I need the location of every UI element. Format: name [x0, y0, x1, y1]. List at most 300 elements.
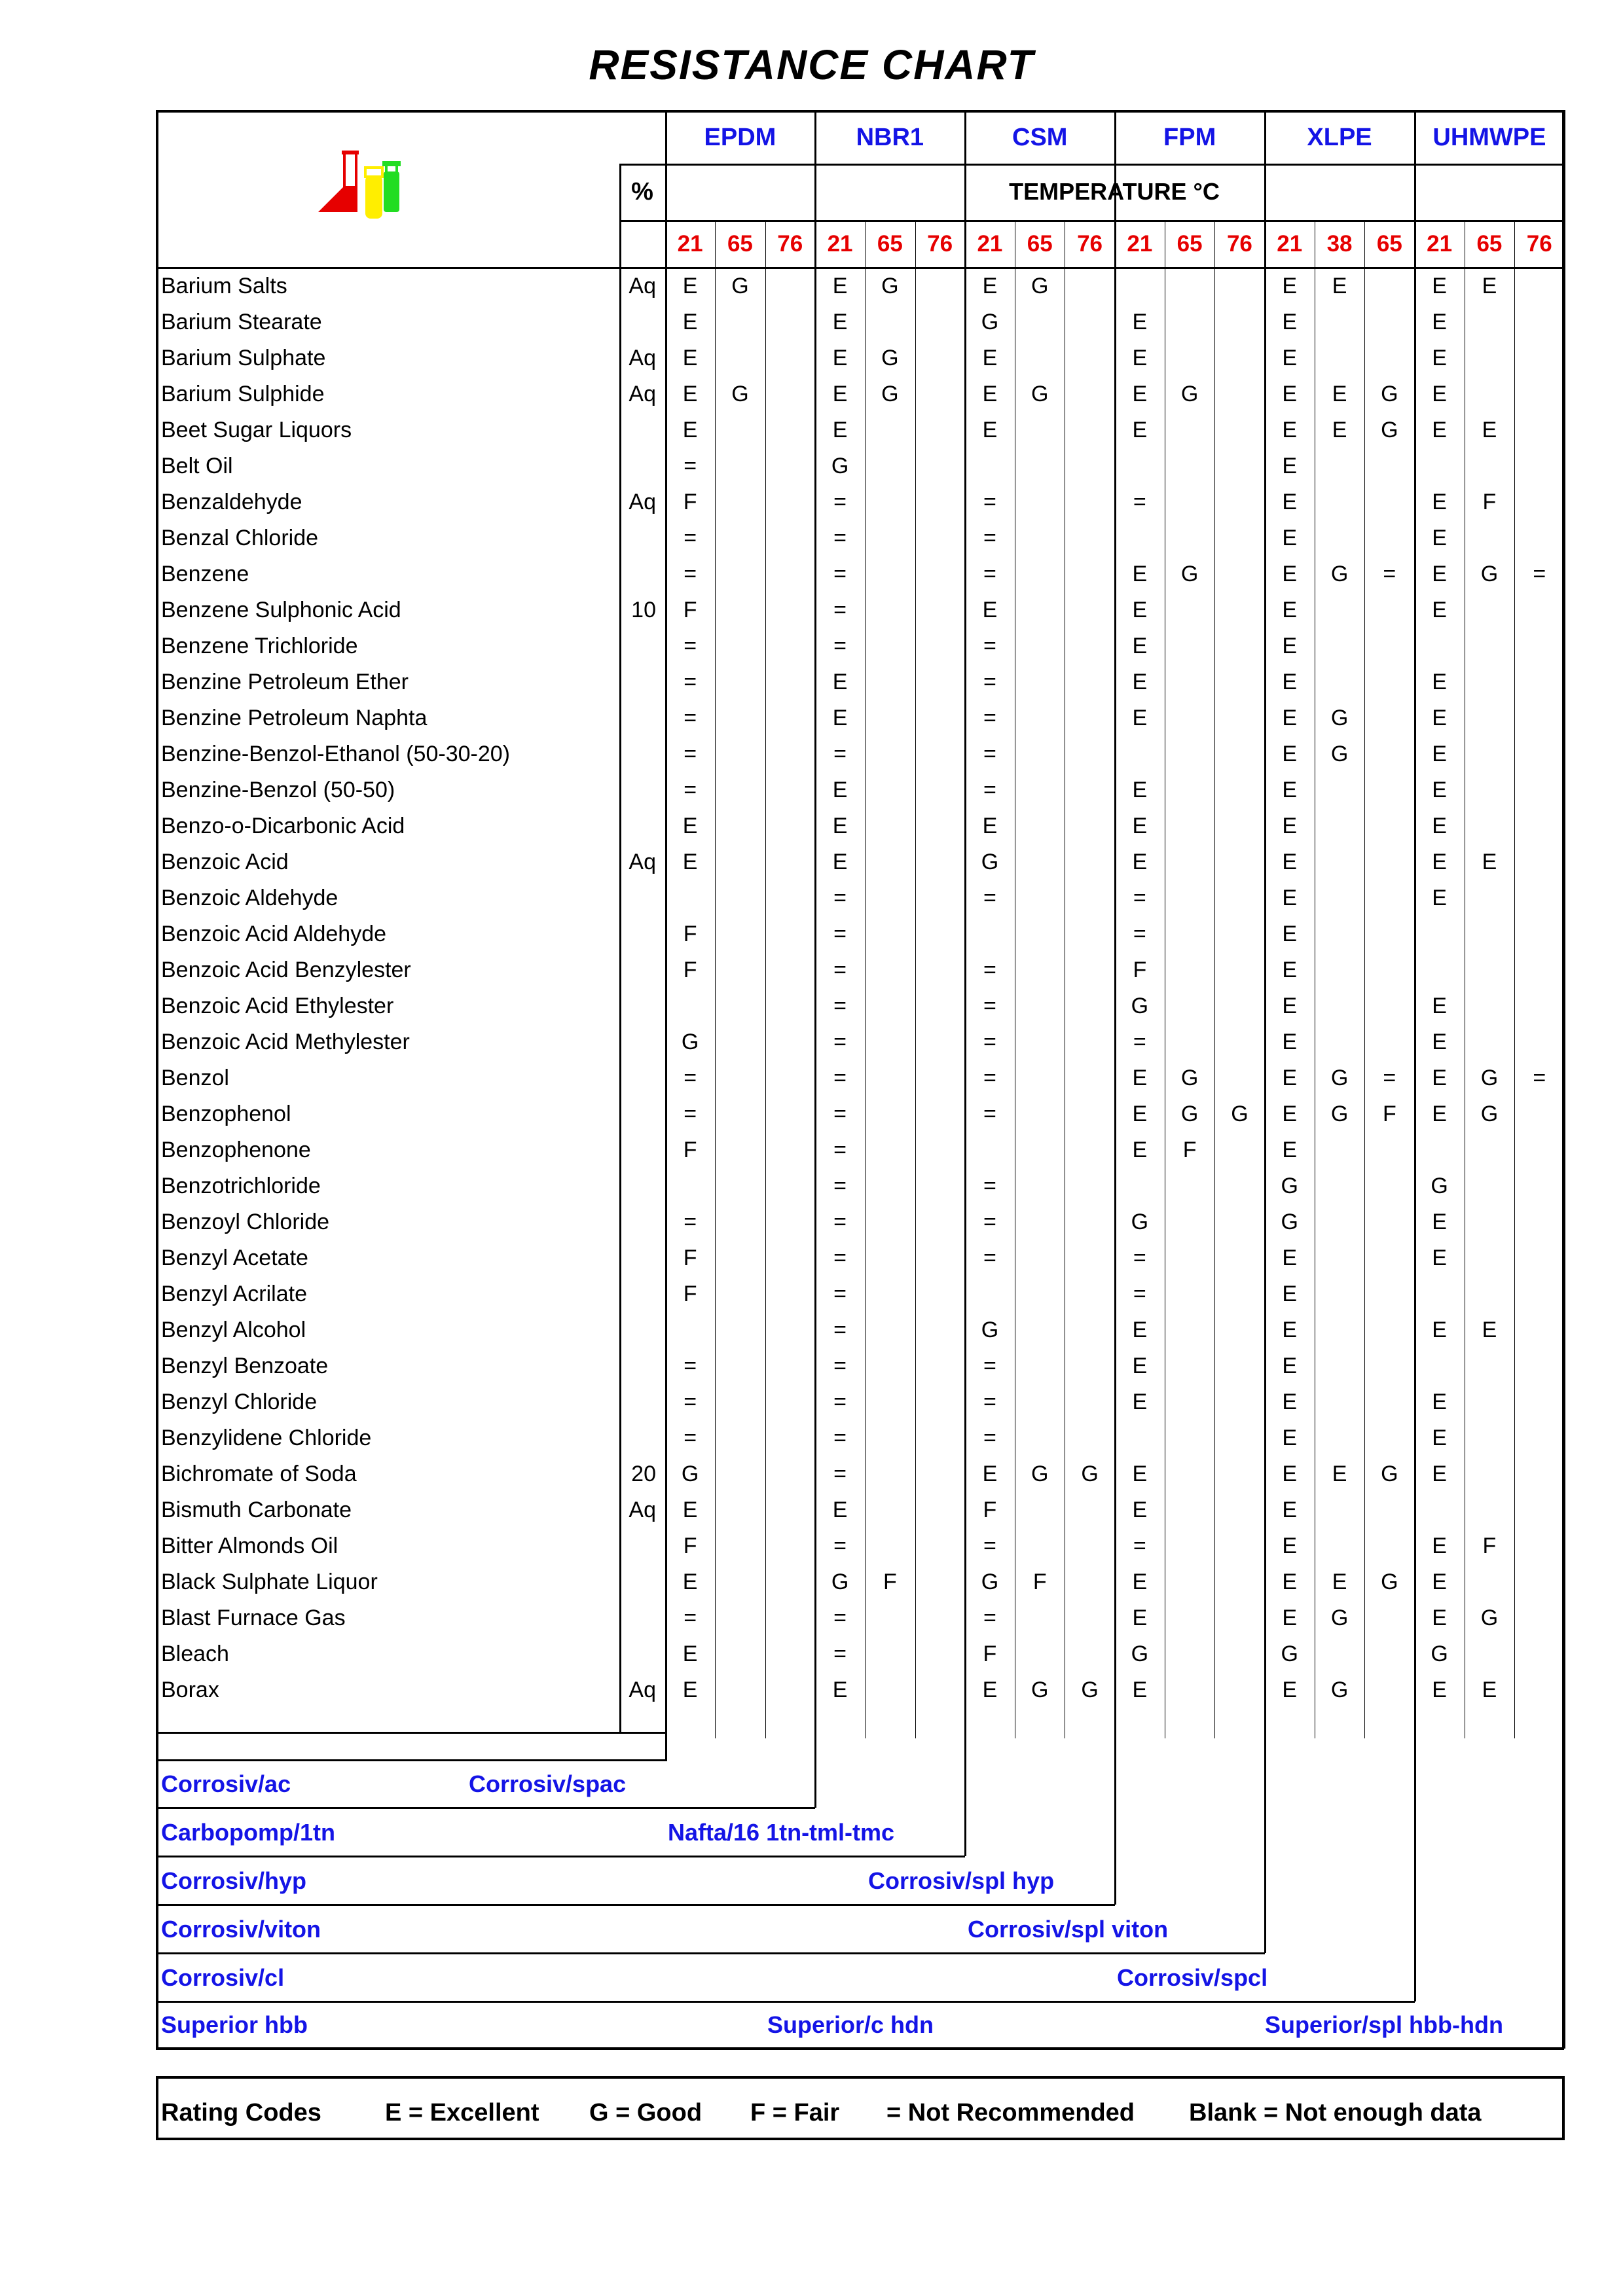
rating-cell: =: [983, 1102, 996, 1126]
rating-cell: E: [1432, 490, 1447, 514]
rating-cell: [765, 556, 815, 592]
rating-cell: [1315, 1276, 1364, 1312]
rating-cell: F: [1032, 1570, 1047, 1594]
rating-cell: [1065, 1636, 1114, 1672]
rating-cell: [965, 1276, 1015, 1312]
rating-cell: =: [983, 1426, 996, 1450]
rating-cell: [1315, 628, 1364, 664]
rating-cell: G: [1031, 1462, 1049, 1486]
rating-cell: [1165, 1024, 1214, 1060]
rating-cell: [1514, 988, 1564, 1024]
chemical-name: Bichromate of Soda: [161, 1462, 357, 1486]
rating-cell: [715, 628, 765, 664]
rating-cell: =: [833, 1282, 847, 1306]
rating-cell: [1065, 988, 1114, 1024]
rating-cell: [765, 1348, 815, 1384]
rating-cell: E: [982, 382, 998, 406]
rating-cell: E: [832, 274, 848, 298]
rating-cell: E: [1282, 1534, 1298, 1558]
rating-cell: [1015, 1024, 1065, 1060]
rating-cell: [1364, 1312, 1414, 1348]
rating-cell: =: [833, 1102, 847, 1126]
rating-cell: E: [1282, 346, 1298, 370]
rating-cell: [1065, 1276, 1114, 1312]
rating-cell: E: [832, 814, 848, 838]
rating-cell: [1165, 340, 1214, 376]
rating-cell: [1065, 1384, 1114, 1420]
rating-cell: =: [833, 1210, 847, 1234]
concentration: [617, 1060, 656, 1096]
rating-cell: E: [1282, 1138, 1298, 1162]
rating-cell: [915, 880, 965, 916]
rating-cell: [1214, 1600, 1264, 1636]
rating-cell: [1065, 808, 1114, 844]
chemical-name: Benzoic Acid Methylester: [161, 1030, 410, 1054]
rating-cell: [915, 268, 965, 304]
concentration: [617, 1420, 656, 1456]
rating-cell: [1065, 880, 1114, 916]
rating-cell: E: [1282, 526, 1298, 550]
rating-cell: [1214, 484, 1264, 520]
rating-cell: [715, 1024, 765, 1060]
rating-cell: [865, 592, 915, 628]
rating-cell: [1065, 412, 1114, 448]
rating-cell: [715, 952, 765, 988]
rating-cell: [1465, 1384, 1514, 1420]
rating-cell: [765, 772, 815, 808]
rating-cell: =: [684, 670, 697, 694]
rating-cell: [1415, 1348, 1465, 1384]
material-header-csm: CSM: [1012, 124, 1068, 151]
footer-step-line: [156, 1904, 1115, 1906]
rating-cell: [1115, 448, 1165, 484]
rating-cell: =: [983, 562, 996, 586]
rating-cell: [1364, 304, 1414, 340]
lab-flasks-icon: [318, 148, 410, 220]
rating-cell: [1514, 1240, 1564, 1276]
temperature-header: 65: [1476, 231, 1503, 257]
rating-cell: F: [983, 1641, 997, 1666]
rating-cell: [1415, 952, 1465, 988]
rating-cell: [715, 340, 765, 376]
rating-cell: [865, 520, 915, 556]
concentration: [617, 1312, 656, 1348]
rating-cell: [915, 1204, 965, 1240]
rating-cell: [865, 1096, 915, 1132]
rating-cell: [1165, 1672, 1214, 1708]
rating-cell: =: [684, 634, 697, 658]
rating-cell: =: [684, 1066, 697, 1090]
rating-cell: [865, 1276, 915, 1312]
footer-label-right: Corrosiv/spl viton: [968, 1916, 1169, 1943]
rating-cell: E: [1282, 706, 1298, 730]
rating-cell: [1065, 1240, 1114, 1276]
rating-cell: [1015, 1168, 1065, 1204]
rating-cell: [715, 1240, 765, 1276]
rating-cell: [1015, 664, 1065, 700]
concentration: 20: [631, 1462, 656, 1486]
rating-cell: [1015, 412, 1065, 448]
rating-cell: E: [1432, 1246, 1447, 1270]
rating-cell: E: [1282, 598, 1298, 622]
rating-cell: =: [684, 742, 697, 766]
temperature-header: 21: [827, 231, 853, 257]
rating-cell: [1514, 1636, 1564, 1672]
rating-cell: [1214, 412, 1264, 448]
rating-cell: [1514, 1672, 1564, 1708]
rating-cell: E: [682, 1570, 698, 1594]
rating-cell: [865, 1420, 915, 1456]
rating-cell: [1315, 1240, 1364, 1276]
rating-cell: [1115, 268, 1165, 304]
rating-cell: [715, 1636, 765, 1672]
chemical-name: Benzophenone: [161, 1138, 311, 1162]
temperature-header: 38: [1326, 231, 1353, 257]
rating-cell: [1465, 520, 1514, 556]
rating-cell: E: [1132, 1354, 1148, 1378]
rating-cell: =: [1383, 1066, 1396, 1090]
rating-cell: [1065, 1132, 1114, 1168]
footer-label-right: Superior/spl hbb-hdn: [1265, 2011, 1503, 2038]
rating-cell: G: [881, 346, 899, 370]
rating-cell: [1065, 304, 1114, 340]
rating-cell: F: [683, 958, 697, 982]
rating-cell: [1165, 1600, 1214, 1636]
rating-cell: [1315, 1492, 1364, 1528]
rating-cell: [765, 1168, 815, 1204]
rating-cell: [1465, 376, 1514, 412]
rating-cell: =: [983, 778, 996, 802]
rating-cell: [765, 952, 815, 988]
rating-cell: [1015, 1096, 1065, 1132]
rating-cell: [915, 988, 965, 1024]
rating-cell: [715, 1204, 765, 1240]
footer-label-left: Carbopomp/1tn: [161, 1819, 335, 1846]
rating-cell: [715, 988, 765, 1024]
rating-cell: G: [1480, 1102, 1499, 1126]
rating-cell: [715, 1420, 765, 1456]
rating-cell: [1514, 1132, 1564, 1168]
rating-cell: [1214, 1492, 1264, 1528]
rating-cell: [715, 484, 765, 520]
chemical-name: Benzoic Acid: [161, 850, 289, 874]
rating-cell: [1214, 340, 1264, 376]
rating-cell: [1214, 1204, 1264, 1240]
rating-cell: [1465, 1564, 1514, 1600]
rating-cell: [765, 1456, 815, 1492]
rating-cell: E: [1282, 454, 1298, 478]
rating-cell: [865, 484, 915, 520]
rating-cell: =: [833, 562, 847, 586]
rating-cell: [1165, 592, 1214, 628]
rating-cell: [765, 628, 815, 664]
rating-cell: [1115, 1168, 1165, 1204]
chemical-name: Benzene Trichloride: [161, 634, 358, 658]
chemical-name: Benzoic Acid Benzylester: [161, 958, 411, 982]
rating-cell: [1514, 1456, 1564, 1492]
chemical-name: Benzoyl Chloride: [161, 1210, 330, 1234]
temperature-header: 21: [1277, 231, 1303, 257]
rating-cell: [865, 1384, 915, 1420]
rating-cell: [665, 880, 715, 916]
rating-cell: E: [982, 1677, 998, 1702]
chemical-name: Benzine-Benzol (50-50): [161, 778, 395, 802]
rating-cell: [1165, 736, 1214, 772]
material-header-xlpe: XLPE: [1307, 124, 1372, 151]
rating-cell: F: [1482, 1534, 1497, 1558]
rating-cell: [865, 1024, 915, 1060]
rating-cell: [715, 1348, 765, 1384]
chemical-name: Beet Sugar Liquors: [161, 418, 352, 442]
concentration: [617, 952, 656, 988]
rating-cell: [1165, 916, 1214, 952]
rating-cell: [1514, 1492, 1564, 1528]
rating-cell: [1115, 520, 1165, 556]
rating-cell: [915, 772, 965, 808]
chemical-name: Benzyl Chloride: [161, 1390, 318, 1414]
rating-cell: E: [1282, 1282, 1298, 1306]
rating-cell: [765, 1204, 815, 1240]
rating-cell: [915, 844, 965, 880]
chemical-name: Benzotrichloride: [161, 1174, 321, 1198]
rating-cell: [1015, 304, 1065, 340]
rating-cell: [1315, 592, 1364, 628]
rating-cell: [1065, 1204, 1114, 1240]
rating-cell: E: [682, 346, 698, 370]
rating-cell: [1015, 1240, 1065, 1276]
rating-cell: E: [982, 814, 998, 838]
rating-cell: [1065, 1168, 1114, 1204]
rating-cell: [765, 1528, 815, 1564]
rating-cell: [1065, 1312, 1114, 1348]
rating-cell: [1165, 1312, 1214, 1348]
rating-cell: E: [1332, 274, 1347, 298]
rating-cell: E: [1282, 742, 1298, 766]
rating-cell: E: [832, 346, 848, 370]
rating-cell: G: [1480, 1605, 1499, 1630]
rating-cell: [915, 1672, 965, 1708]
rating-cell: [915, 1276, 965, 1312]
rating-cell: =: [1383, 562, 1396, 586]
footer-label-mid: Superior/c hdn: [767, 2011, 934, 2038]
temperature-header: 76: [927, 231, 953, 257]
page-title: RESISTANCE CHART: [589, 41, 1034, 88]
rating-cell: =: [684, 526, 697, 550]
rating-cell: G: [1330, 706, 1349, 730]
rating-cell: [765, 700, 815, 736]
rating-cell: E: [1282, 382, 1298, 406]
rating-cell: =: [983, 1030, 996, 1054]
rating-cell: [1514, 520, 1564, 556]
rating-cell: [1465, 1132, 1514, 1168]
rating-cell: [1415, 1492, 1465, 1528]
percent-header: %: [631, 178, 653, 206]
rating-cell: [1315, 808, 1364, 844]
rating-cell: [1015, 988, 1065, 1024]
rating-cell: [865, 988, 915, 1024]
rating-cell: [1364, 628, 1414, 664]
rating-cell: [1015, 520, 1065, 556]
rating-cell: G: [1381, 1570, 1398, 1594]
concentration: [617, 520, 656, 556]
rating-cell: E: [1132, 598, 1148, 622]
rating-cell: [915, 304, 965, 340]
rating-cell: [1514, 736, 1564, 772]
rating-cell: [1065, 1528, 1114, 1564]
rating-cell: [1465, 772, 1514, 808]
rating-cell: [1214, 448, 1264, 484]
concentration: [617, 1564, 656, 1600]
rating-cell: [1364, 664, 1414, 700]
rating-cell: G: [831, 454, 849, 478]
rating-cell: =: [1133, 886, 1146, 910]
rating-cell: E: [1282, 958, 1298, 982]
temperature-header: 65: [877, 231, 903, 257]
rating-cell: [1465, 664, 1514, 700]
rating-cell: [1165, 1348, 1214, 1384]
rating-cell: [715, 1456, 765, 1492]
rating-cell: [865, 1492, 915, 1528]
rating-cell: [1465, 1636, 1514, 1672]
rating-cell: [1165, 448, 1214, 484]
rating-cell: E: [1432, 886, 1447, 910]
chemical-name: Barium Sulphide: [161, 382, 325, 406]
rating-cell: [1415, 448, 1465, 484]
rating-cell: [1364, 268, 1414, 304]
temperature-label: TEMPERATURE °C: [1009, 178, 1220, 205]
rating-cell: [1315, 880, 1364, 916]
rating-cell: [715, 1528, 765, 1564]
rating-cell: G: [1381, 1462, 1398, 1486]
rating-cell: [1315, 1636, 1364, 1672]
rating-cell: =: [1133, 1030, 1146, 1054]
rating-cell: [915, 1600, 965, 1636]
rating-cell: [1165, 664, 1214, 700]
rating-cell: [1115, 1420, 1165, 1456]
rating-cell: [915, 700, 965, 736]
rating-cell: [1015, 1420, 1065, 1456]
rating-cell: [1364, 1492, 1414, 1528]
rating-cell: G: [981, 1318, 999, 1342]
rating-cell: E: [1332, 418, 1347, 442]
rating-cell: =: [833, 1318, 847, 1342]
table-left-border: [156, 110, 158, 2049]
rating-cell: [1165, 808, 1214, 844]
rating-cell: [715, 664, 765, 700]
rating-cell: [1065, 1024, 1114, 1060]
rating-cell: [1364, 1132, 1414, 1168]
rating-cell: =: [684, 562, 697, 586]
rating-cell: E: [1282, 994, 1298, 1018]
rating-cell: [1315, 484, 1364, 520]
rating-cell: [1065, 1060, 1114, 1096]
rating-cell: [1165, 1276, 1214, 1312]
rating-cell: [915, 520, 965, 556]
rating-cell: [1065, 484, 1114, 520]
rating-cell: [1165, 1564, 1214, 1600]
rating-cell: E: [1282, 1570, 1298, 1594]
rating-cell: [965, 448, 1015, 484]
rating-cell: [715, 916, 765, 952]
rating-cell: G: [1131, 994, 1149, 1018]
rating-cell: [1514, 772, 1564, 808]
rating-cell: [865, 772, 915, 808]
rating-cell: [1465, 880, 1514, 916]
rating-cell: [1315, 340, 1364, 376]
rating-cell: [1065, 340, 1114, 376]
rating-cell: G: [1180, 1066, 1199, 1090]
rating-cell: E: [1432, 814, 1447, 838]
rating-cell: E: [1482, 1677, 1497, 1702]
rating-cell: =: [833, 886, 847, 910]
rating-cell: G: [1281, 1641, 1298, 1666]
rating-cell: [1214, 1384, 1264, 1420]
concentration: Aq: [629, 850, 656, 874]
rating-cell: [1165, 844, 1214, 880]
rating-cell: =: [833, 922, 847, 946]
rating-cell: F: [1182, 1138, 1197, 1162]
rating-cell: [1315, 988, 1364, 1024]
rating-cell: E: [1132, 418, 1148, 442]
rating-cell: E: [1282, 1390, 1298, 1414]
rating-cell: [1364, 1024, 1414, 1060]
rating-cell: [1065, 736, 1114, 772]
rating-cell: [1465, 1456, 1514, 1492]
material-header-fpm: FPM: [1163, 124, 1216, 151]
rating-cell: [1315, 304, 1364, 340]
rating-cell: =: [684, 1605, 697, 1630]
rating-cell: [1015, 844, 1065, 880]
rating-cell: [1214, 1240, 1264, 1276]
rating-cell: [1315, 1420, 1364, 1456]
legend-item: E = Excellent: [385, 2099, 539, 2126]
rating-cell: [665, 1168, 715, 1204]
rating-cell: [1065, 1564, 1114, 1600]
rating-cell: E: [1282, 1030, 1298, 1054]
rating-cell: E: [1282, 1677, 1298, 1702]
rating-cell: [915, 592, 965, 628]
rating-cell: [1514, 592, 1564, 628]
rating-cell: F: [1133, 958, 1147, 982]
rating-cell: [915, 1636, 965, 1672]
rating-cell: G: [681, 1030, 699, 1054]
rating-cell: [1214, 952, 1264, 988]
rating-cell: [1065, 520, 1114, 556]
rating-cell: E: [1482, 418, 1497, 442]
rating-cell: [765, 664, 815, 700]
rating-cell: E: [1432, 526, 1447, 550]
rating-cell: [1514, 448, 1564, 484]
rating-cell: E: [1432, 1318, 1447, 1342]
rating-cell: G: [731, 274, 749, 298]
rating-cell: G: [1180, 1102, 1199, 1126]
rating-cell: G: [1330, 562, 1349, 586]
rating-cell: =: [833, 1138, 847, 1162]
rating-cell: [1364, 1636, 1414, 1672]
rating-cell: [1514, 1420, 1564, 1456]
concentration: Aq: [629, 382, 656, 406]
rating-cell: [765, 520, 815, 556]
rating-cell: [1315, 916, 1364, 952]
rating-cell: [1165, 1492, 1214, 1528]
rating-cell: E: [1432, 1102, 1447, 1126]
rating-cell: E: [1282, 1318, 1298, 1342]
temperature-header: 65: [1027, 231, 1053, 257]
rating-cell: [1315, 448, 1364, 484]
concentration: [617, 1384, 656, 1420]
rating-cell: E: [1282, 634, 1298, 658]
rating-cell: [1214, 376, 1264, 412]
